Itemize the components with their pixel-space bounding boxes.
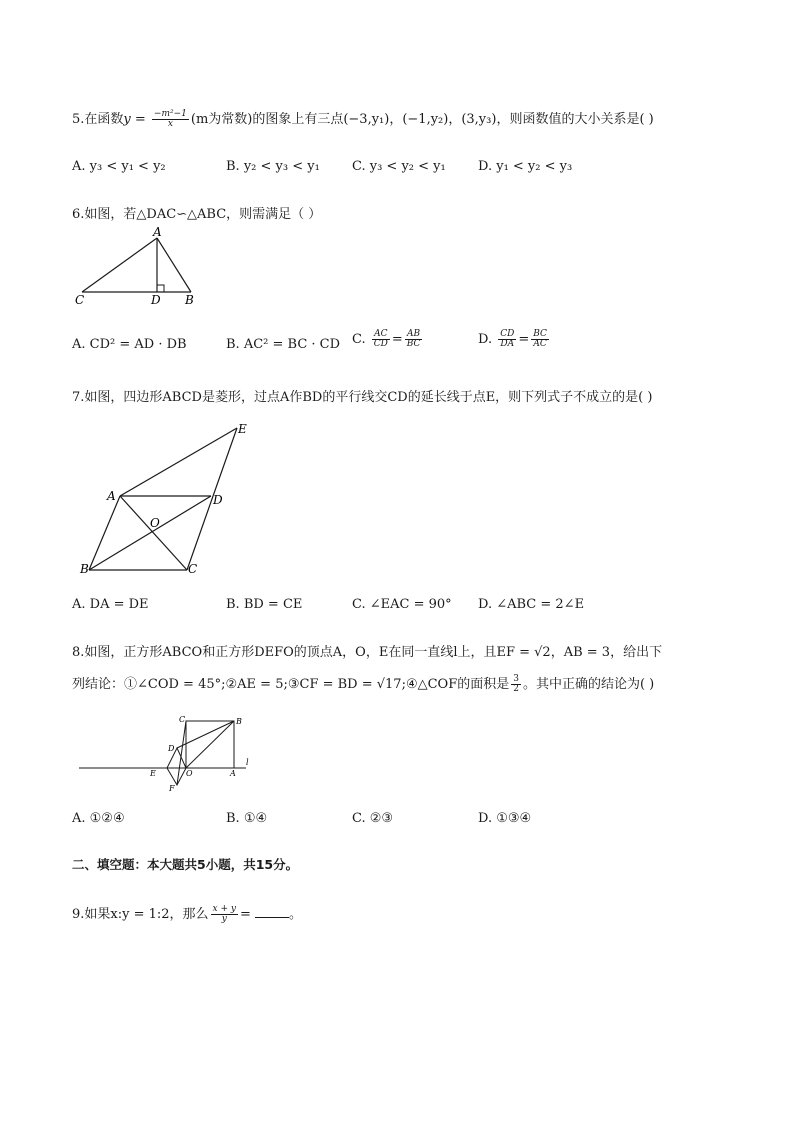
q8-stem-line2 (72, 673, 654, 694)
q6-c-equals: = (391, 332, 403, 347)
q6-option-d-left (498, 330, 516, 349)
q7-option-c: C. ∠EAC = 90° (352, 597, 452, 612)
q9-end-mark: 。 (289, 907, 303, 922)
q8-label-b: B (236, 717, 242, 726)
q5-option-a: A. y₃ < y₁ < y₂ (72, 159, 166, 174)
q8-label-o: O (186, 769, 193, 778)
q5-fraction (152, 110, 189, 129)
q5-frac-den: x (152, 119, 189, 129)
q8-label-d: D (168, 744, 175, 753)
q8-area-fraction (511, 675, 521, 694)
q6-label-c: C (75, 293, 85, 307)
q6-d-right-den: AC (531, 339, 549, 349)
q8-label-c: C (179, 715, 186, 724)
q6-figure (70, 226, 210, 308)
q5-option-d: D. y₁ < y₂ < y₃ (478, 159, 573, 174)
q7-label-o: O (150, 516, 160, 530)
q6-label-d: D (151, 293, 161, 307)
q6-label-b: B (185, 293, 194, 307)
q6-option-c-left (372, 330, 390, 349)
q6-d-equals: = (518, 332, 530, 347)
q9-equals: = (239, 907, 251, 922)
q7-label-a: A (107, 489, 116, 503)
q5-option-c: C. y₃ < y₂ < y₁ (352, 159, 446, 174)
q5-func-lhs: y = (123, 112, 146, 127)
q7-label-b: B (80, 562, 89, 573)
q8-frac-den: 2 (513, 684, 519, 694)
q8-stem-line2-a: 列结论：①∠COD = 45°;②AE = 5;③CF = BD = √17;④△COF的面积是 (72, 677, 510, 692)
q6-option-d-right (531, 330, 549, 349)
q6-option-c-prefix: C. (352, 332, 366, 347)
q6-d-right-num: BC (533, 329, 547, 339)
q8-stem-line2-b: 。其中正确的结论为( ) (522, 677, 655, 692)
q7-option-b: B. BD = CE (226, 597, 303, 612)
q8-label-f: F (169, 784, 175, 792)
q8-frac-num: 3 (513, 674, 519, 684)
q6-option-d (478, 330, 551, 349)
q7-label-c: C (188, 562, 198, 573)
q7-stem: 7.如图，四边形ABCD是菱形，过点A作BD的平行线交CD的延长线于点E，则下列式子不成立的是( ) (72, 390, 653, 405)
q6-option-c (352, 330, 424, 349)
q6-c-right-num: AB (407, 329, 421, 339)
q5-stem (72, 108, 654, 129)
q6-d-left-num: CD (500, 329, 515, 339)
q6-option-b: B. AC² = BC · CD (226, 337, 341, 352)
q9-answer-blank[interactable] (255, 905, 289, 918)
q5-stem-a: 5.在函数 (72, 112, 124, 127)
q9-stem (72, 903, 302, 924)
q8-option-d: D. ①③④ (478, 811, 532, 826)
q8-option-b: B. ①④ (226, 811, 268, 826)
q8-stem-line1: 8.如图，正方形ABCO和正方形DEFO的顶点A，O，E在同一直线l上，且EF = √2，AB = 3，给出下 (72, 645, 663, 660)
q7-label-d: D (213, 493, 223, 507)
q6-c-right-den: BC (406, 339, 421, 349)
q8-label-e: E (150, 769, 156, 778)
q7-figure (72, 418, 262, 573)
q7-option-a: A. DA = DE (72, 597, 149, 612)
q8-label-l: l (246, 758, 249, 767)
q9-fraction (211, 905, 238, 924)
q9-stem-a: 9.如果x:y = 1:2，那么 (72, 907, 209, 922)
q6-stem: 6.如图，若△DAC∽△ABC，则需满足（ ） (72, 207, 322, 222)
section2-title: 二、填空题：本大题共5小题，共15分。 (72, 857, 299, 872)
q5-option-b: B. y₂ < y₃ < y₁ (226, 159, 320, 174)
q6-label-a: A (153, 226, 162, 239)
q5-frac-num: −m²−1 (153, 109, 187, 119)
q5-stem-b: (m为常数)的图象上有三点(−3,y₁)，(−1,y₂)，(3,y₃)，则函数值的大小关系是( ) (190, 112, 654, 127)
q8-label-a: A (230, 769, 236, 778)
q6-c-left-den: CD (373, 339, 388, 349)
q8-figure (76, 712, 266, 792)
q7-option-d: D. ∠ABC = 2∠E (478, 597, 585, 612)
q6-option-c-right (405, 330, 423, 349)
q7-label-e: E (238, 422, 247, 436)
q6-option-d-prefix: D. (478, 332, 493, 347)
q6-c-left-num: AC (374, 329, 388, 339)
q9-frac-den: y (211, 914, 238, 924)
q6-d-left-den: DA (498, 339, 516, 349)
q6-option-a: A. CD² = AD · DB (72, 337, 187, 352)
q8-option-c: C. ②③ (352, 811, 394, 826)
q9-frac-num: x + y (212, 904, 236, 914)
q8-option-a: A. ①②④ (72, 811, 125, 826)
